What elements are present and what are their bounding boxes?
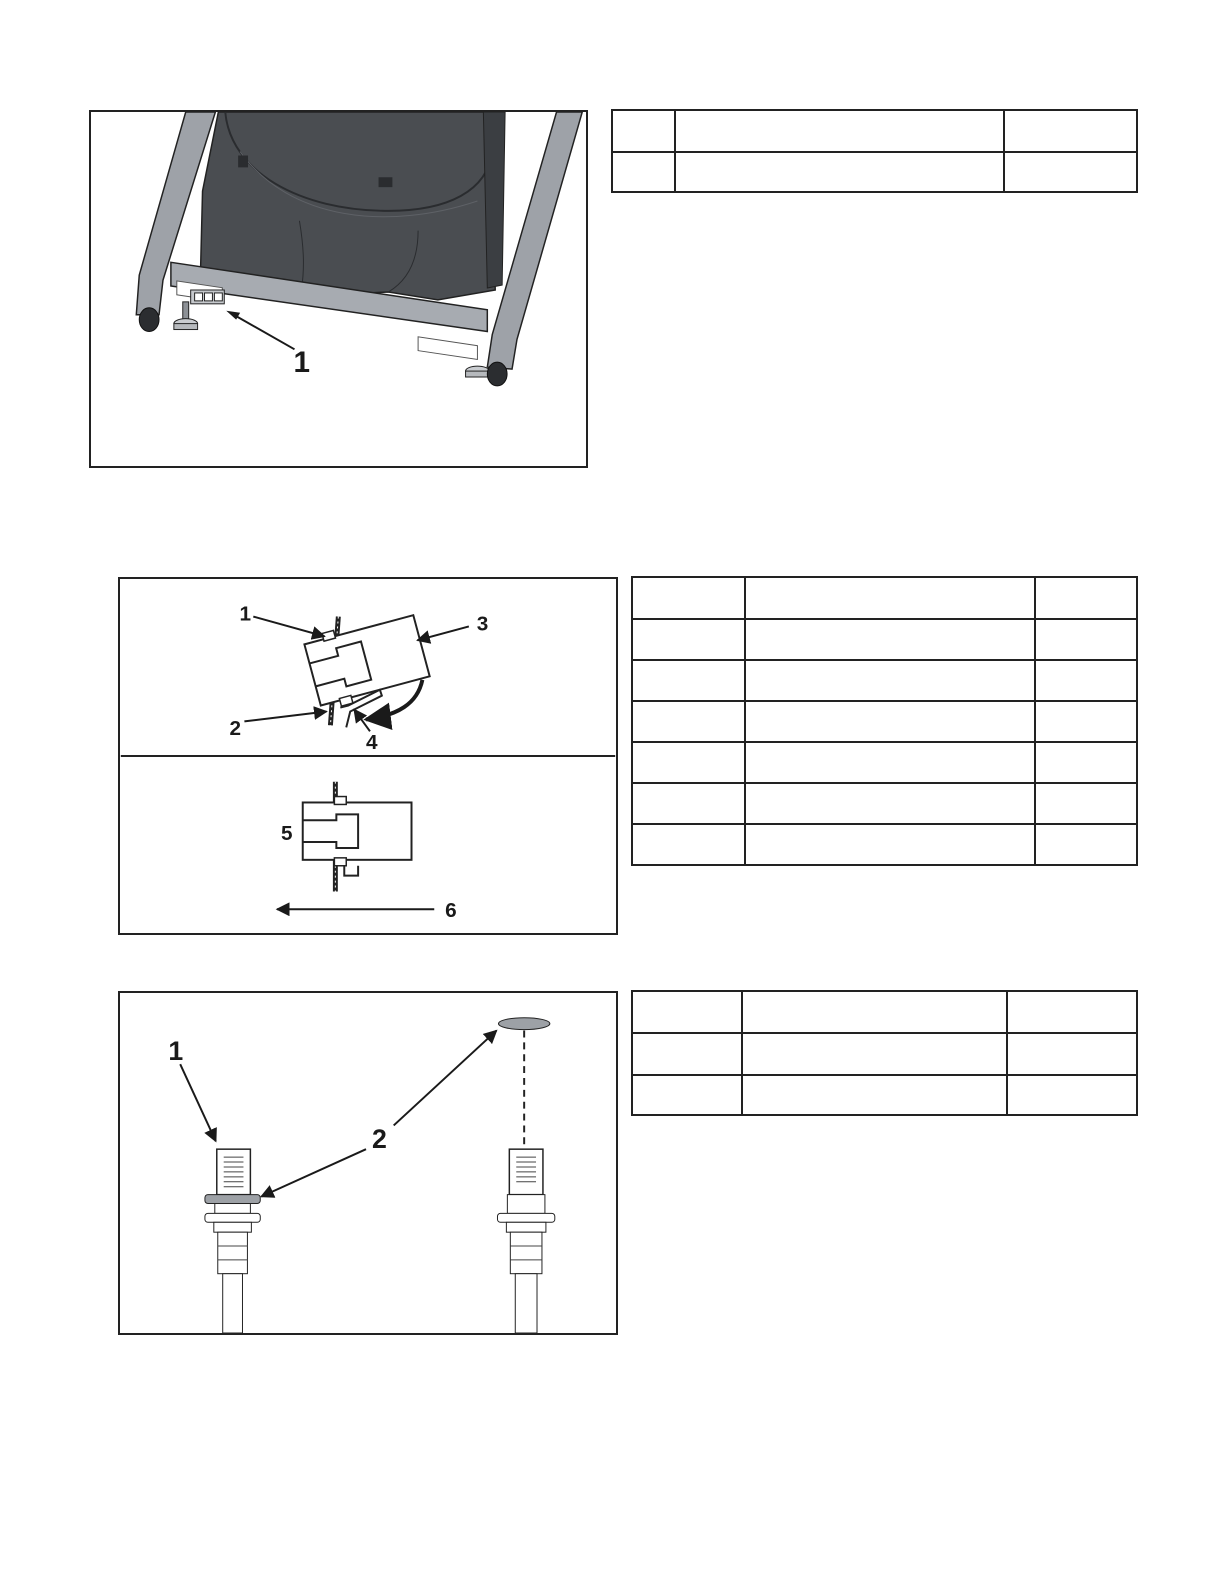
table-cell: [632, 701, 745, 742]
table-cell: [632, 1033, 742, 1075]
table-cell: [1035, 701, 1137, 742]
figure-threaded-fittings: [118, 991, 618, 1335]
table-row: [632, 991, 1137, 1033]
table-cell: [612, 110, 675, 152]
table-cell: [745, 824, 1035, 865]
table-cell: [632, 1075, 742, 1115]
table-cell: [745, 619, 1035, 660]
table-cell: [745, 577, 1035, 619]
fitting-left: [205, 1149, 260, 1333]
table-cell: [745, 742, 1035, 783]
table-cell: [745, 701, 1035, 742]
treadmill-base-illustration: [91, 112, 586, 466]
figure-treadmill-base: [89, 110, 588, 468]
table-row: [632, 783, 1137, 824]
table-cell: [1035, 619, 1137, 660]
table-cell: [1004, 152, 1137, 192]
callout-1: 1: [168, 1036, 184, 1067]
callout-5: 5: [280, 822, 293, 846]
table-cell: [1004, 110, 1137, 152]
table-cell: [745, 783, 1035, 824]
table-cell: [632, 619, 745, 660]
table-cell: [632, 783, 745, 824]
table-cell: [1035, 660, 1137, 701]
table-cell: [1007, 1033, 1137, 1075]
table-cell: [1035, 783, 1137, 824]
figure-clip-installation: [118, 577, 618, 935]
table-row: [632, 742, 1137, 783]
callout-2: 2: [371, 1124, 387, 1155]
legend-table-1: [611, 109, 1138, 193]
callout-3: 3: [476, 612, 489, 636]
callout-4: 4: [366, 731, 378, 755]
table-cell: [632, 577, 745, 619]
legend-table-2: [631, 576, 1138, 866]
table-cell: [612, 152, 675, 192]
table-cell: [742, 1033, 1007, 1075]
callout-1: 1: [293, 346, 311, 380]
table-row: [632, 660, 1137, 701]
table-cell: [1035, 742, 1137, 783]
table-cell: [675, 110, 1004, 152]
table-cell: [632, 991, 742, 1033]
table-cell: [742, 1075, 1007, 1115]
table-row: [632, 824, 1137, 865]
table-row: [632, 1033, 1137, 1075]
table-cell: [745, 660, 1035, 701]
clip-installation-illustration: [120, 579, 616, 933]
table-row: [632, 701, 1137, 742]
table-row: [612, 110, 1137, 152]
table-cell: [675, 152, 1004, 192]
table-cell: [1035, 577, 1137, 619]
table-row: [632, 619, 1137, 660]
table-cell: [1007, 1075, 1137, 1115]
table-cell: [632, 824, 745, 865]
legend-table-3: [631, 990, 1138, 1116]
fitting-right: [497, 1018, 554, 1333]
table-row: [632, 1075, 1137, 1115]
callout-1: 1: [239, 602, 251, 626]
table-row: [612, 152, 1137, 192]
table-cell: [632, 660, 745, 701]
table-cell: [1035, 824, 1137, 865]
threaded-fittings-illustration: [120, 993, 616, 1333]
callout-2: 2: [229, 717, 242, 741]
table-cell: [1007, 991, 1137, 1033]
table-row: [632, 577, 1137, 619]
table-cell: [742, 991, 1007, 1033]
callout-6: 6: [445, 899, 457, 923]
table-cell: [632, 742, 745, 783]
